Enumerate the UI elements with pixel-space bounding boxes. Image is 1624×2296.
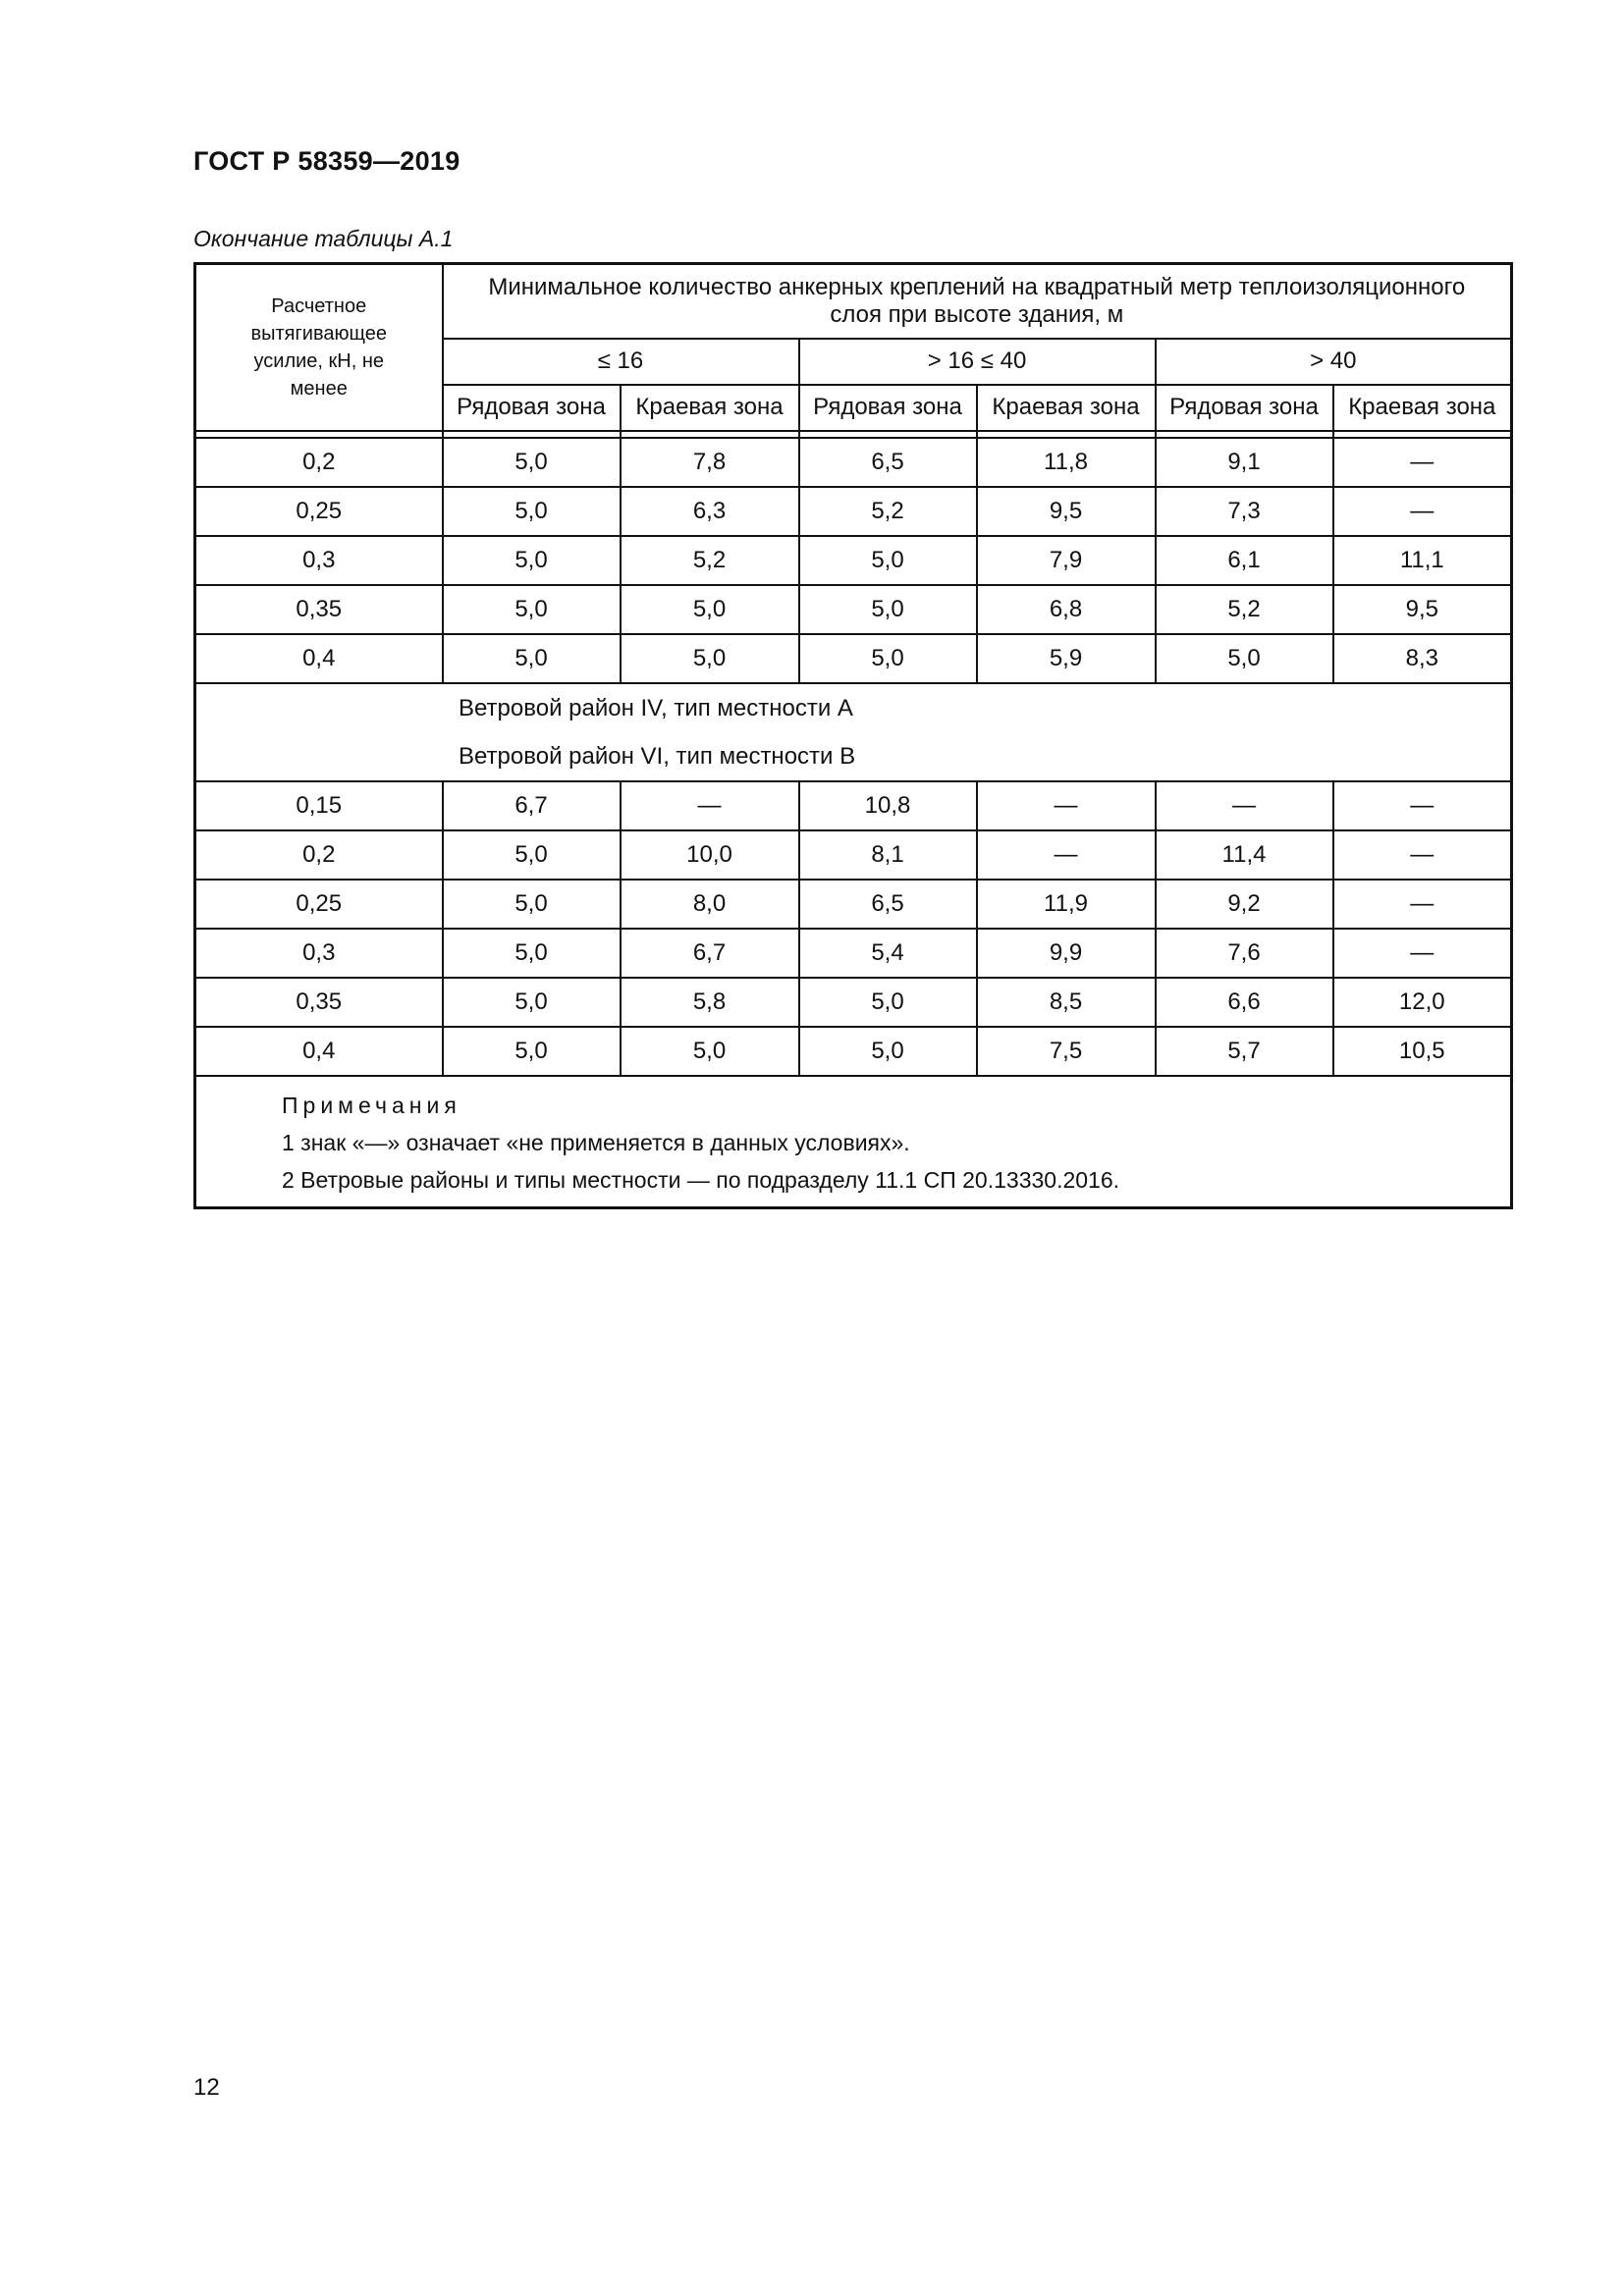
- value-cell: 9,5: [1333, 585, 1512, 634]
- wind-region-section: [195, 683, 1512, 781]
- value-cell: 5,0: [799, 634, 977, 683]
- row-force-cell: 0,3: [195, 929, 443, 978]
- header-separator: [195, 431, 1512, 438]
- notes-row: [195, 1076, 1512, 1208]
- value-cell: 8,1: [799, 830, 977, 880]
- value-cell: 6,7: [621, 929, 799, 978]
- row-force-cell: 0,15: [195, 781, 443, 830]
- value-cell: 5,0: [443, 487, 621, 536]
- value-cell: 5,2: [799, 487, 977, 536]
- zone-header: Краевая зона: [977, 385, 1156, 431]
- row-force-cell: 0,25: [195, 880, 443, 929]
- value-cell: 5,0: [443, 929, 621, 978]
- row-force-cell: 0,2: [195, 830, 443, 880]
- value-cell: 7,3: [1156, 487, 1333, 536]
- table-row: [195, 830, 1512, 880]
- zone-header: Краевая зона: [621, 385, 799, 431]
- value-cell: 7,9: [977, 536, 1156, 585]
- wind-region-line: Ветровой район IV, тип местности А: [459, 694, 853, 721]
- value-cell: 5,0: [621, 585, 799, 634]
- height-range-header: > 16 ≤ 40: [799, 339, 1156, 385]
- value-cell: —: [1333, 830, 1512, 880]
- table-row: [195, 438, 1512, 487]
- value-cell: 5,0: [443, 880, 621, 929]
- value-cell: 6,1: [1156, 536, 1333, 585]
- value-cell: 5,0: [799, 1027, 977, 1076]
- value-cell: 5,0: [621, 1027, 799, 1076]
- value-cell: 9,5: [977, 487, 1156, 536]
- value-cell: 7,8: [621, 438, 799, 487]
- value-cell: —: [1333, 487, 1512, 536]
- value-cell: 8,3: [1333, 634, 1512, 683]
- value-cell: 11,8: [977, 438, 1156, 487]
- value-cell: —: [1333, 438, 1512, 487]
- value-cell: 6,5: [799, 438, 977, 487]
- zone-header: Рядовая зона: [1156, 385, 1333, 431]
- value-cell: 5,0: [443, 585, 621, 634]
- row-force-cell: 0,35: [195, 978, 443, 1027]
- notes-title: Примечания: [282, 1092, 461, 1118]
- table-row: [195, 880, 1512, 929]
- value-cell: 5,0: [799, 536, 977, 585]
- value-cell: 5,0: [443, 536, 621, 585]
- value-cell: —: [621, 781, 799, 830]
- value-cell: 6,6: [1156, 978, 1333, 1027]
- table-row: [195, 978, 1512, 1027]
- table-row: [195, 929, 1512, 978]
- value-cell: 5,2: [1156, 585, 1333, 634]
- wind-region-line: Ветровой район VI, тип местности В: [459, 742, 856, 770]
- value-cell: 12,0: [1333, 978, 1512, 1027]
- value-cell: 5,0: [799, 978, 977, 1027]
- value-cell: 9,2: [1156, 880, 1333, 929]
- table-row: [195, 536, 1512, 585]
- value-cell: 5,2: [621, 536, 799, 585]
- zone-header: Рядовая зона: [443, 385, 621, 431]
- row-force-cell: 0,25: [195, 487, 443, 536]
- value-cell: 10,0: [621, 830, 799, 880]
- value-cell: 9,9: [977, 929, 1156, 978]
- row-force-cell: 0,4: [195, 634, 443, 683]
- value-cell: 11,1: [1333, 536, 1512, 585]
- value-cell: 5,0: [443, 830, 621, 880]
- table-row: [195, 634, 1512, 683]
- row-force-cell: 0,3: [195, 536, 443, 585]
- wind-region-cell: [195, 683, 1512, 781]
- value-cell: —: [1333, 929, 1512, 978]
- value-cell: —: [1156, 781, 1333, 830]
- row-force-cell: 0,35: [195, 585, 443, 634]
- note-item: 2 Ветровые районы и типы местности — по подразделу 11.1 СП 20.13330.2016.: [282, 1166, 1120, 1193]
- zone-header: Краевая зона: [1333, 385, 1512, 431]
- value-cell: 5,0: [621, 634, 799, 683]
- group-header: Минимальное количество анкерных креплений на квадратный метр теплоизоляционного слоя при высоте здания, м: [443, 264, 1512, 339]
- table-row: [195, 585, 1512, 634]
- param-header: Расчетное вытягивающее усилие, кН, не менее: [195, 264, 443, 431]
- value-cell: 5,0: [1156, 634, 1333, 683]
- value-cell: 5,9: [977, 634, 1156, 683]
- value-cell: —: [977, 830, 1156, 880]
- value-cell: 10,8: [799, 781, 977, 830]
- anchor-table: [193, 262, 1513, 1209]
- value-cell: 6,8: [977, 585, 1156, 634]
- notes-cell: [195, 1076, 1512, 1208]
- value-cell: 6,3: [621, 487, 799, 536]
- table-row: [195, 781, 1512, 830]
- note-item: 1 знак «—» означает «не применяется в данных условиях».: [282, 1129, 910, 1155]
- value-cell: 5,0: [799, 585, 977, 634]
- value-cell: 5,4: [799, 929, 977, 978]
- value-cell: 5,8: [621, 978, 799, 1027]
- value-cell: 6,5: [799, 880, 977, 929]
- value-cell: 8,0: [621, 880, 799, 929]
- value-cell: 7,5: [977, 1027, 1156, 1076]
- value-cell: —: [1333, 781, 1512, 830]
- value-cell: 9,1: [1156, 438, 1333, 487]
- value-cell: 5,0: [443, 438, 621, 487]
- value-cell: —: [1333, 880, 1512, 929]
- value-cell: 8,5: [977, 978, 1156, 1027]
- page-number: 12: [193, 2074, 220, 2101]
- value-cell: 5,0: [443, 978, 621, 1027]
- table-caption: Окончание таблицы А.1: [193, 226, 454, 251]
- value-cell: 11,9: [977, 880, 1156, 929]
- height-range-header: ≤ 16: [443, 339, 799, 385]
- value-cell: 7,6: [1156, 929, 1333, 978]
- value-cell: 5,7: [1156, 1027, 1333, 1076]
- value-cell: —: [977, 781, 1156, 830]
- zone-header: Рядовая зона: [799, 385, 977, 431]
- value-cell: 5,0: [443, 634, 621, 683]
- value-cell: 11,4: [1156, 830, 1333, 880]
- value-cell: 5,0: [443, 1027, 621, 1076]
- row-force-cell: 0,2: [195, 438, 443, 487]
- table-row: [195, 487, 1512, 536]
- table-row: [195, 1027, 1512, 1076]
- value-cell: 6,7: [443, 781, 621, 830]
- document-code: ГОСТ Р 58359—2019: [193, 146, 460, 176]
- height-range-header: > 40: [1156, 339, 1512, 385]
- value-cell: 10,5: [1333, 1027, 1512, 1076]
- row-force-cell: 0,4: [195, 1027, 443, 1076]
